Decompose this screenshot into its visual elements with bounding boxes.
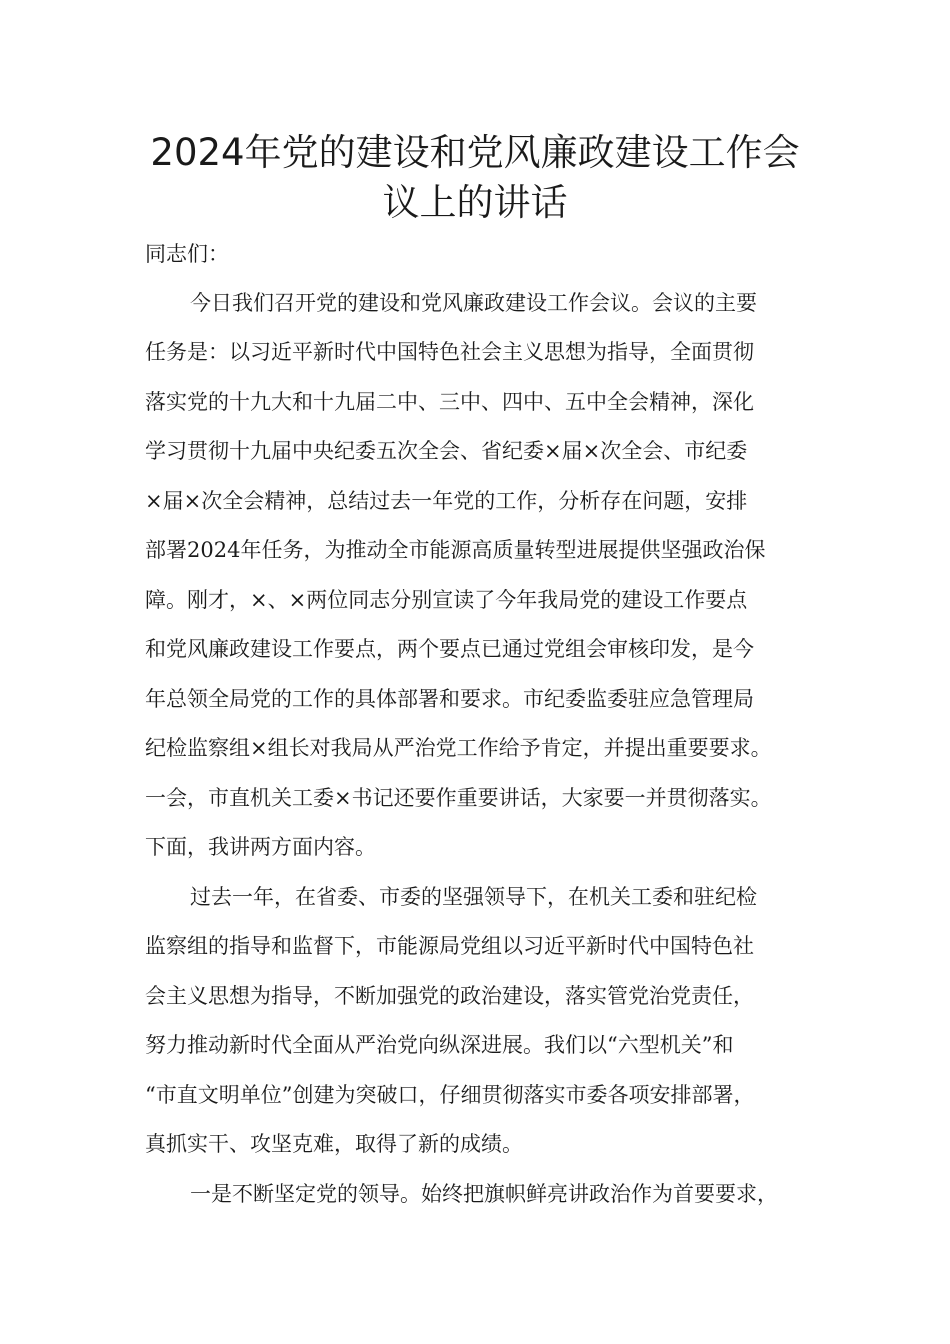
document-title-line-1: 2024年党的建设和党风廉政建设工作会 bbox=[150, 131, 800, 174]
paragraph-line: 真抓实干、攻坚克难，取得了新的成绩。 bbox=[145, 1132, 523, 1156]
salutation: 同志们： bbox=[145, 242, 229, 266]
paragraph-line: 会主义思想为指导，不断加强党的政治建设，落实管党治党责任， bbox=[145, 984, 754, 1008]
paragraph-line: 学习贯彻十九届中央纪委五次全会、省纪委×届×次全会、市纪委 bbox=[145, 439, 748, 463]
paragraph-line: 一会，市直机关工委×书记还要作重要讲话，大家要一并贯彻落实。 bbox=[145, 786, 772, 810]
paragraph-line: 部署2024年任务，为推动全市能源高质量转型进展提供坚强政治保 bbox=[145, 538, 766, 562]
paragraph-line: 今日我们召开党的建设和党风廉政建设工作会议。会议的主要 bbox=[190, 291, 757, 315]
document-title-line-2: 议上的讲话 bbox=[382, 181, 568, 224]
paragraph-line: 任务是：以习近平新时代中国特色社会主义思想为指导，全面贯彻 bbox=[145, 340, 754, 364]
paragraph-line: 过去一年，在省委、市委的坚强领导下，在机关工委和驻纪检 bbox=[190, 885, 757, 909]
paragraph-line: 和党风廉政建设工作要点，两个要点已通过党组会审核印发，是今 bbox=[145, 637, 754, 661]
paragraph-line: 落实党的十九大和十九届二中、三中、四中、五中全会精神，深化 bbox=[145, 390, 754, 414]
paragraph-line: 一是不断坚定党的领导。始终把旗帜鲜亮讲政治作为首要要求， bbox=[190, 1182, 778, 1206]
paragraph-line: “市直文明单位”创建为突破口，仔细贯彻落实市委各项安排部署， bbox=[145, 1083, 755, 1107]
paragraph-line: 监察组的指导和监督下，市能源局党组以习近平新时代中国特色社 bbox=[145, 934, 754, 958]
paragraph-line: 努力推动新时代全面从严治党向纵深进展。我们以“六型机关”和 bbox=[145, 1033, 734, 1057]
paragraph-line: ×届×次全会精神，总结过去一年党的工作，分析存在问题，安排 bbox=[145, 489, 748, 513]
paragraph-line: 下面，我讲两方面内容。 bbox=[145, 835, 376, 859]
paragraph-line: 障。刚才，×、×两位同志分别宣读了今年我局党的建设工作要点 bbox=[145, 588, 748, 612]
paragraph-line: 纪检监察组×组长对我局从严治党工作给予肯定，并提出重要要求。 bbox=[145, 736, 772, 760]
paragraph-line: 年总领全局党的工作的具体部署和要求。市纪委监委驻应急管理局 bbox=[145, 687, 754, 711]
